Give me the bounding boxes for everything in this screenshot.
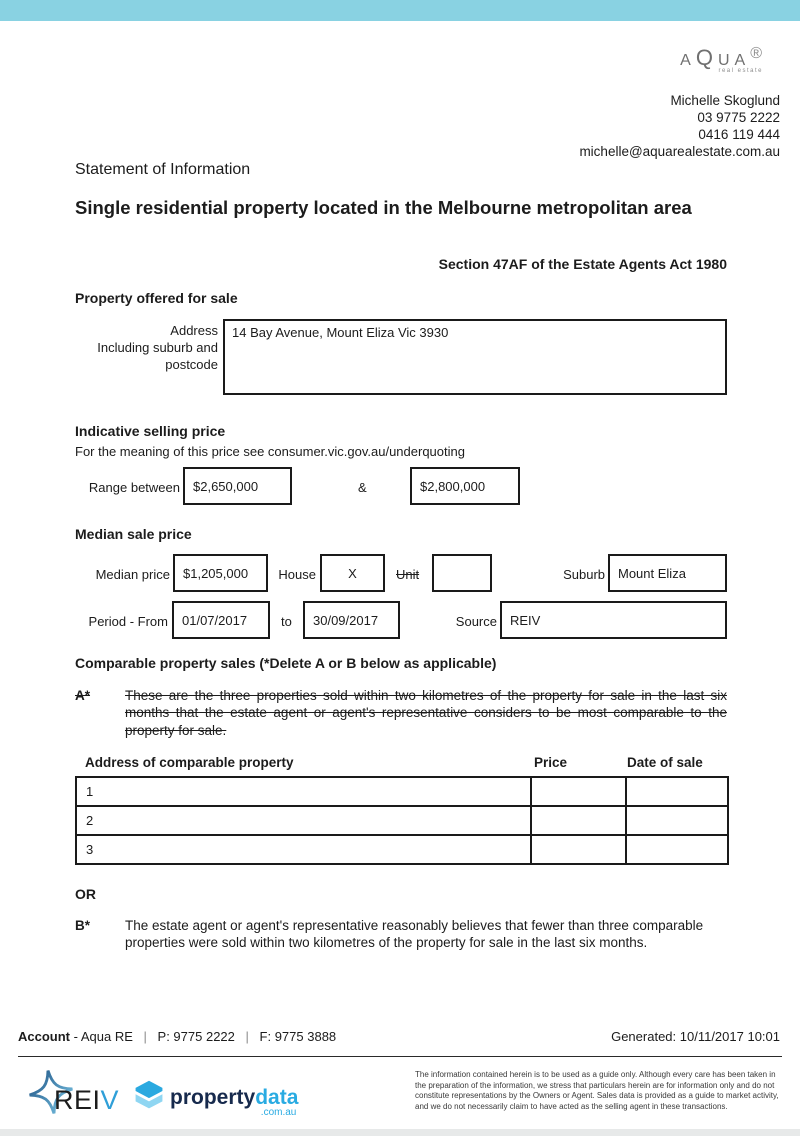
bottom-accent-band: [0, 1129, 800, 1136]
table-header-address: Address of comparable property: [85, 755, 294, 770]
disclaimer-text: The information contained herein is to be used as a guide only. Although every care has been taken in the preparation of the information, we stress that particulars herein are for information only and do not constitute representations by the Owners or Agent. Sales data is provided as a guide to market activity, and we do not necessarily claim to have acted as the selling agent in these transactions.: [415, 1070, 779, 1111]
unit-checkbox-value: [434, 556, 490, 590]
registered-mark: ®: [750, 45, 767, 62]
row-price-cell: [531, 835, 626, 864]
indicative-price-heading: Indicative selling price: [75, 423, 226, 439]
reiv-logo-text-dark: REI: [54, 1085, 101, 1115]
suburb-field: [608, 554, 727, 592]
row-address-cell: [76, 777, 531, 806]
account-label: Account: [18, 1029, 70, 1044]
range-between-label: Range between: [88, 480, 180, 495]
propertydata-word-blue: data: [255, 1086, 299, 1109]
table-header-price: Price: [534, 755, 568, 770]
aqua-letter: A: [680, 52, 696, 69]
address-value: 14 Bay Avenue, Mount Eliza Vic 3930: [232, 325, 449, 340]
to-label: to: [281, 614, 292, 629]
account-value: - Aqua RE: [73, 1029, 133, 1044]
period-to-value: 30/09/2017: [313, 612, 379, 628]
address-label-line: Including suburb and: [97, 340, 218, 355]
source-field: [500, 601, 727, 639]
row-date-cell: [626, 777, 728, 806]
aqua-letter: U: [717, 52, 735, 69]
comparable-sales-heading: Comparable property sales (*Delete A or B below as applicable): [75, 655, 497, 671]
row-price-cell: [531, 777, 626, 806]
source-value: REIV: [510, 612, 541, 628]
office-fax: F: 9775 3888: [259, 1029, 337, 1044]
range-from-value: $2,650,000: [193, 478, 259, 494]
agent-email[interactable]: michelle@aquarealestate.com.au: [579, 144, 780, 159]
table-row: [76, 806, 728, 835]
address-label-line: postcode: [165, 357, 218, 372]
house-label: House: [278, 567, 316, 582]
option-a-marker: A*: [75, 688, 91, 703]
row-address-cell: [76, 806, 531, 835]
agent-contact-block: [579, 92, 780, 160]
agent-phone-office: 03 9775 2222: [697, 110, 780, 125]
house-checkbox-field: [320, 554, 385, 592]
propertydata-word-navy: property: [170, 1086, 256, 1109]
account-line: [18, 1029, 336, 1044]
address-field: [223, 319, 727, 395]
range-to-value: $2,800,000: [420, 478, 486, 494]
suburb-label: Suburb: [563, 567, 605, 582]
separator: |: [143, 1029, 147, 1044]
aqua-letter: Q: [695, 45, 718, 70]
aqua-logo-subtext: real estate: [718, 68, 763, 74]
median-price-value: $1,205,000: [183, 565, 249, 581]
median-price-label: Median price: [95, 567, 170, 582]
agent-name: Michelle Skoglund: [670, 93, 780, 108]
option-b-text: The estate agent or agent's representative reasonably believes that fewer than three comparable properties were sold within two kilometres of the property for sale in the last six months.: [125, 918, 704, 951]
period-from-label: Period - From: [88, 614, 168, 629]
row-number: 3: [86, 842, 94, 857]
row-number: 1: [86, 784, 94, 799]
table-row: [76, 835, 728, 864]
range-to-field: [410, 467, 520, 505]
row-date-cell: [626, 806, 728, 835]
reiv-logo: [54, 1085, 119, 1116]
aqua-logo: [680, 45, 767, 74]
row-price-cell: [531, 806, 626, 835]
address-label: [40, 322, 218, 373]
range-from-field: [183, 467, 292, 505]
suburb-value: Mount Eliza: [618, 565, 686, 581]
row-number: 2: [86, 813, 94, 828]
period-to-field: [303, 601, 400, 639]
source-label: Source: [455, 614, 497, 629]
separator: |: [245, 1029, 249, 1044]
generated-timestamp: Generated: 10/11/2017 10:01: [611, 1029, 780, 1044]
table-header-date: Date of sale: [627, 755, 703, 770]
propertydata-logo: [170, 1086, 298, 1118]
underquoting-note: For the meaning of this price see consumer.vic.gov.au/underquoting: [75, 444, 465, 459]
period-from-value: 01/07/2017: [182, 612, 248, 628]
propertydata-suffix: .com.au: [260, 1107, 297, 1118]
option-b-marker: B*: [75, 918, 91, 933]
row-address-cell: [76, 835, 531, 864]
or-label: OR: [75, 886, 96, 902]
unit-label: Unit: [396, 567, 420, 582]
period-from-field: [172, 601, 270, 639]
footer-divider: [18, 1056, 782, 1057]
property-offered-heading: Property offered for sale: [75, 290, 238, 306]
unit-checkbox-field: [432, 554, 492, 592]
office-phone: P: 9775 2222: [157, 1029, 235, 1044]
table-row: [76, 777, 728, 806]
doc-type-heading: Statement of Information: [75, 161, 251, 178]
comparable-sales-table: [75, 776, 729, 865]
ampersand: &: [358, 480, 367, 495]
option-a-text: These are the three properties sold within two kilometres of the property for sale in the last six months that the estate agent or agent's representative considers to be most comparable to the property for sale.: [125, 688, 727, 738]
agent-phone-mobile: 0416 119 444: [698, 127, 780, 142]
address-label-line: Address: [170, 323, 218, 338]
propertydata-cube-icon: [133, 1080, 165, 1110]
top-accent-band: [0, 0, 800, 21]
aqua-letter: A: [734, 52, 751, 69]
section-reference: Section 47AF of the Estate Agents Act 1980: [438, 256, 727, 272]
row-date-cell: [626, 835, 728, 864]
median-sale-heading: Median sale price: [75, 526, 192, 542]
page-title: Single residential property located in the Melbourne metropolitan area: [75, 197, 692, 218]
house-checkbox-value: X: [348, 565, 357, 581]
reiv-logo-text-blue: V: [100, 1085, 120, 1115]
